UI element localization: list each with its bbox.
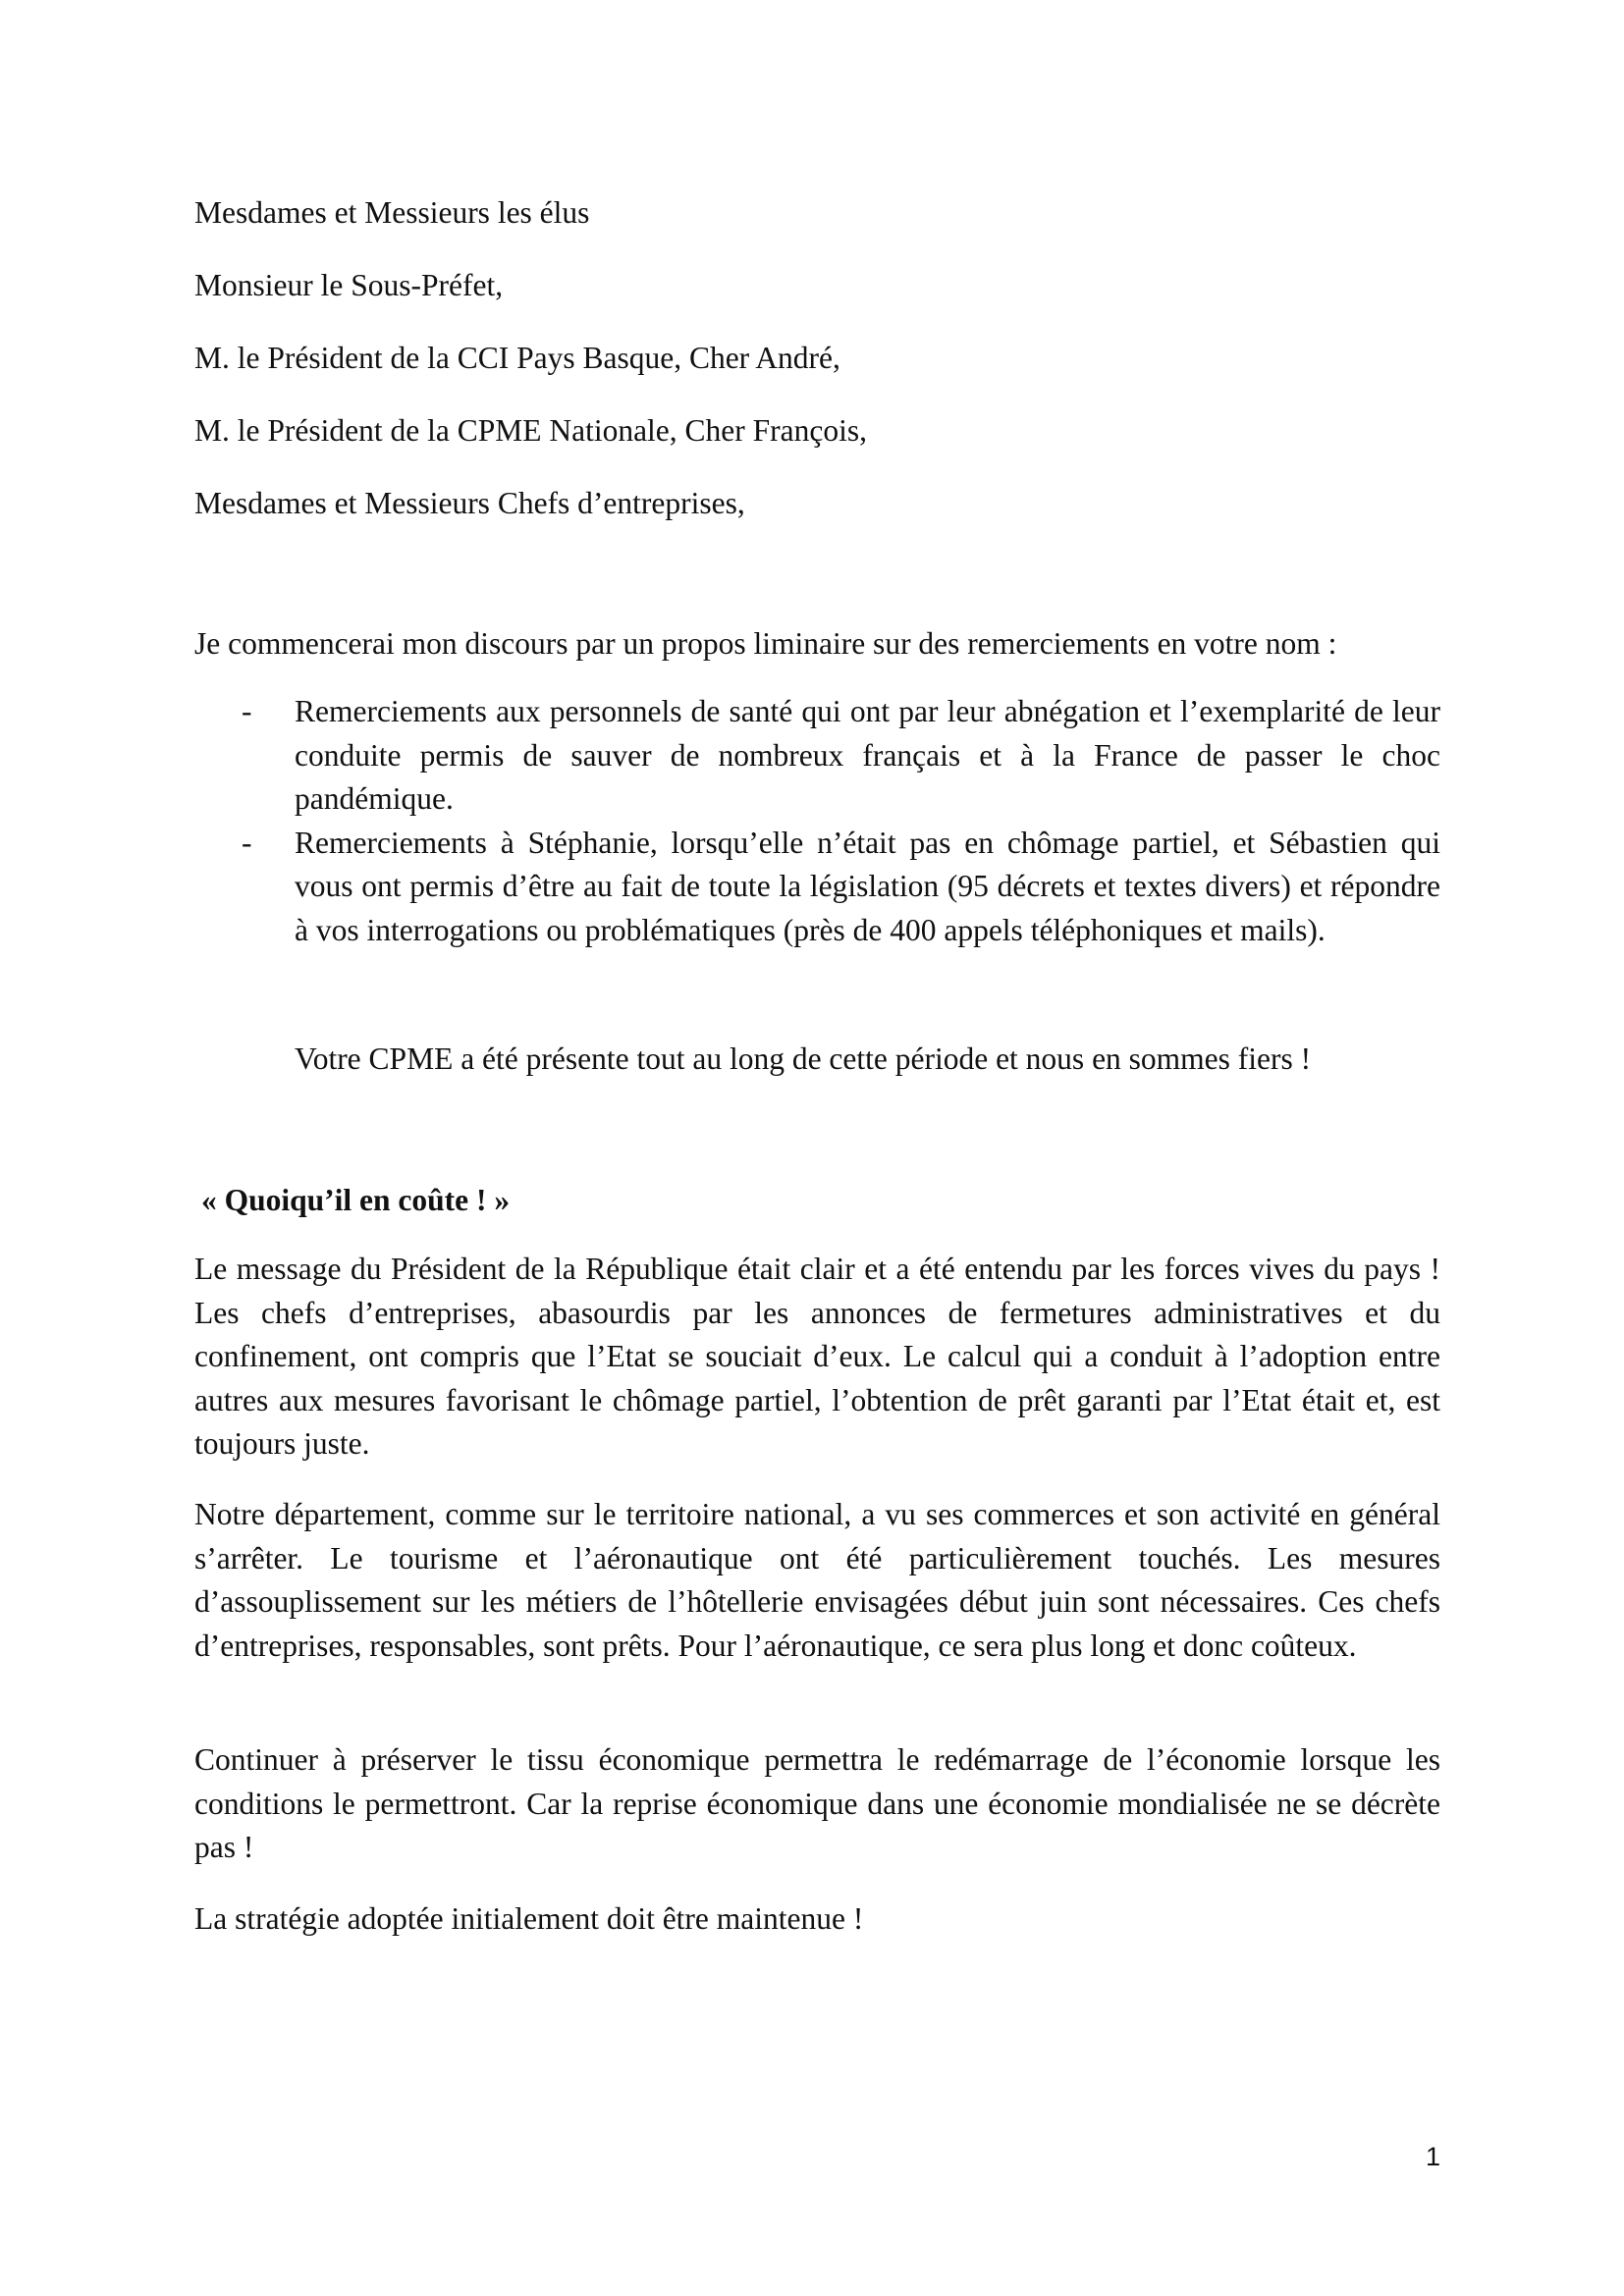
section-heading: « Quoiqu’il en coûte ! » [201, 1183, 511, 1217]
intro-text: Je commencerai mon discours par un propos liminaire sur des remerciements en votre nom : [194, 626, 1337, 661]
bullet-text: Remerciements à Stéphanie, lorsqu’elle n’était pas en chômage partiel, et Sébastien qui vous ont permis d’être au fait de toute la législation (95 décrets et textes divers) et répondre à vos interrogations ou problématiques (près de 400 appels téléphoniques et mails). [295, 825, 1440, 947]
paragraph-text: Le message du Président de la République était clair et a été entendu par les forces vives du pays ! Les chefs d’entreprises, abasourdis par les annonces de fermetures administratives et du confinement, ont compris que l’Etat se souciait d’eux. Le calcul qui a conduit à l’adoption entre autres aux mesures favorisant le chômage partiel, l’obtention de prêt garanti par l’Etat était et, est toujours juste. [194, 1252, 1440, 1461]
bullet-dash: - [242, 694, 252, 728]
salutation-elus: Mesdames et Messieurs les élus [194, 195, 590, 230]
bullet-text: Remerciements aux personnels de santé qui ont par leur abnégation et l’exemplarité de leur conduite permis de sauver de nombreux français et à la France de passer le choc pandémique. [295, 694, 1440, 816]
closing-line: Votre CPME a été présente tout au long de cette période et nous en sommes fiers ! [295, 1041, 1312, 1076]
paragraph-text: La stratégie adoptée initialement doit être maintenue ! [194, 1901, 864, 1936]
thanks-list [194, 690, 1440, 952]
paragraph-text: Continuer à préserver le tissu économique permettra le redémarrage de l’économie lorsque les conditions le permettront. Car la reprise économique dans une économie mondialisée ne se décrète pas ! [194, 1742, 1440, 1864]
paragraph-message-president [194, 1248, 1440, 1467]
list-item [194, 690, 1440, 822]
paragraph-text: Notre département, comme sur le territoire national, a vu ses commerces et son activité en général s’arrêter. Le tourisme et l’aéronautique ont été particulièrement touchés. Les mesures d’assouplissement sur les métiers de l’hôtellerie envisagées début juin sont nécessaires. Ces chefs d’entreprises, responsables, sont prêts. Pour l’aéronautique, ce sera plus long et donc coûteux. [194, 1497, 1440, 1663]
salutation-sous-prefet: Monsieur le Sous-Préfet, [194, 268, 504, 302]
intro-paragraph [194, 622, 1440, 667]
bullet-dash: - [242, 825, 252, 860]
page-number: 1 [1426, 2142, 1441, 2171]
salutation-president-cpme: M. le Président de la CPME Nationale, Cher François, [194, 413, 868, 448]
paragraph-tissu-economique [194, 1738, 1440, 1870]
list-item [194, 822, 1440, 953]
paragraph-strategie [194, 1897, 1440, 1942]
salutation-chefs-entreprises: Mesdames et Messieurs Chefs d’entreprises, [194, 486, 745, 520]
salutation-president-cci: M. le Président de la CCI Pays Basque, Cher André, [194, 341, 840, 375]
paragraph-departement [194, 1493, 1440, 1668]
